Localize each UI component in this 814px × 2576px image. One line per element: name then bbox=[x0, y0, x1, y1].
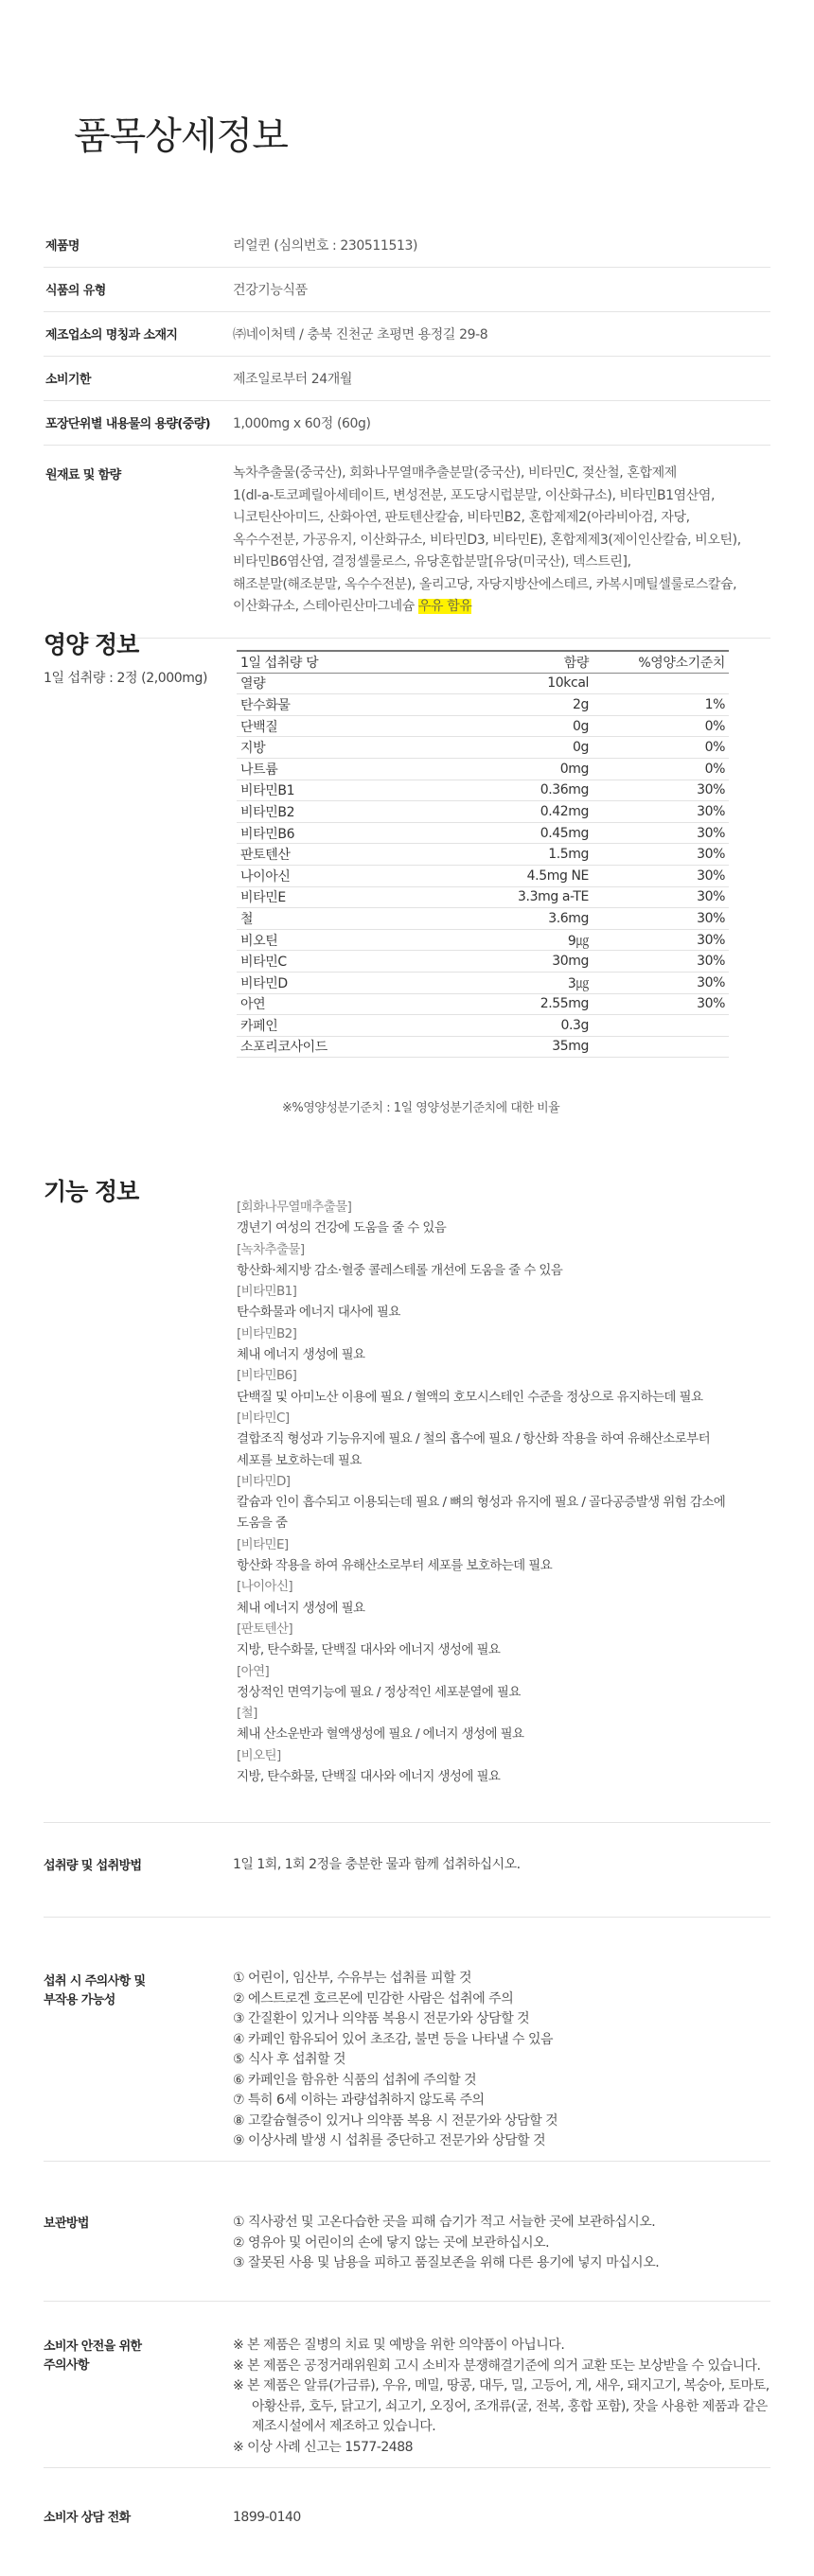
nutrient-percent: 30% bbox=[593, 993, 729, 1015]
basic-info-value: 제조일로부터 24개월 bbox=[233, 372, 353, 387]
ingredients-line-text: 이산화규소, 스테아린산마그네슘 bbox=[233, 599, 418, 614]
nutrient-amount: 0.36mg bbox=[405, 780, 593, 801]
nutrition-row bbox=[237, 929, 729, 951]
list-line: ③ 간질환이 있거나 의약품 복용시 전문가와 상담할 것 bbox=[233, 2011, 530, 2026]
list-line: 섭취 시 주의사항 및 bbox=[44, 1974, 146, 1989]
nutrition-row bbox=[237, 972, 729, 993]
nutrient-percent: 30% bbox=[593, 865, 729, 886]
nutrient-name: 비타민B6 bbox=[237, 822, 405, 844]
nutrient-amount: 0g bbox=[405, 715, 593, 737]
nutrient-amount: 0.42mg bbox=[405, 801, 593, 823]
nutrient-name: 비타민B2 bbox=[237, 801, 405, 823]
ingredients-row bbox=[44, 446, 770, 639]
nutrition-row bbox=[237, 780, 729, 801]
nutrient-amount: 1.5mg bbox=[405, 844, 593, 866]
allergen-highlight: 우유 함유 bbox=[417, 599, 472, 614]
list-line: ② 에스트로겐 호르몬에 민감한 사람은 섭취에 주의 bbox=[233, 1990, 514, 2006]
caution-list bbox=[233, 1969, 763, 2152]
nutrition-serving: 1일 섭취량 : 2정 (2,000mg) bbox=[44, 671, 208, 686]
function-description: 정상적인 면역기능에 필요 / 정상적인 세포분열에 필요 bbox=[237, 1684, 521, 1700]
nutrient-name: 나트륨 bbox=[237, 758, 405, 780]
storage-list bbox=[233, 2213, 763, 2274]
function-description: 체내 산소운반과 혈액생성에 필요 / 에너지 생성에 필요 bbox=[237, 1726, 524, 1743]
nutrient-name: 철 bbox=[237, 908, 405, 930]
basic-info-row bbox=[44, 312, 770, 357]
nutrient-amount: 0g bbox=[405, 737, 593, 759]
nutrient-percent bbox=[593, 1036, 729, 1058]
function-description: 단백질 및 아미노산 이용에 필요 / 혈액의 호모시스테인 수준을 정상으로 유지하는데 필요 bbox=[237, 1389, 703, 1405]
nutrient-percent: 30% bbox=[593, 929, 729, 951]
nutrient-amount: 35mg bbox=[405, 1036, 593, 1058]
function-description: 세포를 보호하는데 필요 bbox=[237, 1452, 362, 1468]
nutrient-percent: 1% bbox=[593, 694, 729, 716]
function-ingredient-name: [철] bbox=[237, 1706, 257, 1722]
nutrition-row bbox=[237, 694, 729, 716]
nutrition-table bbox=[237, 650, 729, 1058]
list-line: ⑤ 식사 후 섭취할 것 bbox=[233, 2052, 346, 2067]
nutrient-percent bbox=[593, 673, 729, 694]
nutrition-row bbox=[237, 844, 729, 866]
basic-info-row bbox=[44, 401, 770, 446]
nutrient-name: 비타민D bbox=[237, 972, 405, 993]
basic-info-row bbox=[44, 357, 770, 401]
function-description: 체내 에너지 생성에 필요 bbox=[237, 1600, 365, 1616]
nutrition-row bbox=[237, 865, 729, 886]
function-description: 항산화·체지방 감소·혈중 콜레스테롤 개선에 도움을 줄 수 있음 bbox=[237, 1262, 563, 1278]
nutrition-row bbox=[237, 886, 729, 908]
basic-info-value: 건강기능식품 bbox=[233, 283, 308, 298]
nutrition-row bbox=[237, 737, 729, 759]
nutrient-amount: 30mg bbox=[405, 951, 593, 973]
basic-info-value: ㈜네이처텍 / 충북 진천군 초평면 용정길 29-8 bbox=[233, 327, 488, 342]
function-description: 항산화 작용을 하여 유해산소로부터 세포를 보호하는데 필요 bbox=[237, 1558, 553, 1574]
safety-list bbox=[233, 2336, 770, 2458]
nutrient-amount: 0mg bbox=[405, 758, 593, 780]
nutrient-amount: 10kcal bbox=[405, 673, 593, 694]
list-line: ⑥ 카페인을 함유한 식품의 섭취에 주의할 것 bbox=[233, 2072, 477, 2088]
nutrient-name: 비오틴 bbox=[237, 929, 405, 951]
nutrition-row bbox=[237, 1036, 729, 1058]
safety-line: 제조시설에서 제조하고 있습니다. bbox=[252, 2419, 436, 2434]
function-description: 도움을 줌 bbox=[237, 1516, 288, 1532]
nutrient-percent: 30% bbox=[593, 780, 729, 801]
function-title: 기능 정보 bbox=[44, 1178, 139, 1205]
nutrient-percent: 30% bbox=[593, 908, 729, 930]
nutrient-percent: 30% bbox=[593, 801, 729, 823]
function-description: 지방, 탄수화물, 단백질 대사와 에너지 생성에 필요 bbox=[237, 1642, 501, 1658]
nutrient-percent: 0% bbox=[593, 715, 729, 737]
nutrient-amount: 3㎍ bbox=[405, 972, 593, 993]
nutrition-row bbox=[237, 673, 729, 694]
nutrition-row bbox=[237, 1015, 729, 1037]
basic-info-label: 소비기한 bbox=[45, 373, 91, 387]
nutrient-amount: 3.6mg bbox=[405, 908, 593, 930]
nutrition-header-amount: 함량 bbox=[405, 651, 593, 673]
function-ingredient-name: [비타민D] bbox=[237, 1473, 291, 1489]
safety-line: ※ 이상 사례 신고는 1577-2488 bbox=[233, 2439, 414, 2455]
basic-info-label: 식품의 유형 bbox=[45, 284, 106, 298]
basic-info-value: 1,000mg x 60정 (60g) bbox=[233, 416, 371, 431]
ingredients-line: 니코틴산아미드, 산화아연, 판토텐산칼슘, 비타민B2, 혼합제제2(아라비아검, 자당, bbox=[233, 510, 690, 525]
list-line: ⑧ 고칼슘혈증이 있거나 의약품 복용 시 전문가와 상담할 것 bbox=[233, 2112, 558, 2129]
basic-info-value: 리얼퀸 (심의번호 : 230511513) bbox=[233, 238, 418, 254]
intake-label: 섭취량 및 섭취방법 bbox=[44, 1859, 142, 1873]
nutrient-amount: 9㎍ bbox=[405, 929, 593, 951]
intake-value bbox=[233, 1855, 763, 1876]
nutrient-name: 지방 bbox=[237, 737, 405, 759]
ingredients-label: 원재료 및 함량 bbox=[45, 468, 121, 482]
nutrient-amount: 3.3mg a-TE bbox=[405, 886, 593, 908]
nutrition-row bbox=[237, 822, 729, 844]
function-description: 탄수화물과 에너지 대사에 필요 bbox=[237, 1305, 400, 1321]
nutrient-name: 비타민E bbox=[237, 886, 405, 908]
function-ingredient-name: [비타민B6] bbox=[237, 1368, 297, 1384]
nutrient-percent bbox=[593, 1015, 729, 1037]
function-ingredient-name: [아연] bbox=[237, 1663, 270, 1679]
nutrition-title: 영양 정보 bbox=[44, 631, 139, 658]
nutrition-header-row bbox=[237, 651, 729, 673]
nutrition-row bbox=[237, 801, 729, 823]
list-line: 부작용 가능성 bbox=[44, 1993, 115, 2007]
safety-line: ※ 본 제품은 공정거래위원회 고시 소비자 분쟁해결기준에 의거 교환 또는 보상받을 수 있습니다. bbox=[233, 2357, 761, 2374]
function-ingredient-name: [판토텐산] bbox=[237, 1621, 293, 1637]
list-line: ⑨ 이상사례 발생 시 섭취를 중단하고 전문가와 상담할 것 bbox=[233, 2133, 546, 2148]
list-line: ① 어린이, 임산부, 수유부는 섭취를 피할 것 bbox=[233, 1971, 472, 1986]
function-ingredient-name: [나이아신] bbox=[237, 1579, 293, 1595]
list-line: ① 직사광선 및 고온다습한 곳을 피해 습기가 적고 서늘한 곳에 보관하십시오. bbox=[233, 2215, 656, 2230]
caution-section bbox=[44, 1917, 770, 2162]
nutrient-name: 열량 bbox=[237, 673, 405, 694]
nutrient-amount: 2.55mg bbox=[405, 993, 593, 1015]
function-ingredient-name: [비타민C] bbox=[237, 1410, 290, 1426]
function-ingredient-name: [비타민E] bbox=[237, 1536, 289, 1552]
contact-section bbox=[44, 2467, 770, 2563]
storage-label: 보관방법 bbox=[44, 2217, 89, 2231]
nutrient-name: 나이아신 bbox=[237, 865, 405, 886]
function-ingredient-name: [비타민B1] bbox=[237, 1284, 297, 1300]
list-line: ③ 잘못된 사용 및 남용을 피하고 품질보존을 위해 다른 용기에 넣지 마십시오. bbox=[233, 2255, 660, 2270]
list-line: 소비자 안전을 위한 bbox=[44, 2339, 142, 2354]
nutrient-name: 카페인 bbox=[237, 1015, 405, 1037]
safety-line: 아황산류, 호두, 닭고기, 쇠고기, 오징어, 조개류(굴, 전복, 홍합 포함), 잣을 사용한 제품과 같은 bbox=[252, 2398, 768, 2414]
nutrient-name: 판토텐산 bbox=[237, 844, 405, 866]
basic-info-label: 제품명 bbox=[45, 239, 80, 254]
nutrient-percent: 30% bbox=[593, 886, 729, 908]
caution-label bbox=[44, 1972, 214, 2010]
contact-label: 소비자 상담 전화 bbox=[44, 2511, 131, 2525]
safety-section bbox=[44, 2301, 770, 2468]
basic-info-label: 포장단위별 내용물의 용량(중량) bbox=[45, 417, 210, 431]
nutrient-amount: 0.45mg bbox=[405, 822, 593, 844]
function-ingredient-name: [비타민B2] bbox=[237, 1325, 297, 1341]
function-info bbox=[237, 1197, 767, 1787]
ingredients-line: 옥수수전분, 가공유지, 이산화규소, 비타민D3, 비타민E), 혼합제제3(제이인산칼슘, 비오틴), bbox=[233, 532, 741, 548]
nutrition-row bbox=[237, 908, 729, 930]
page-title: 품목상세정보 bbox=[74, 114, 288, 158]
list-line: ⑦ 특히 6세 이하는 과량섭취하지 않도록 주의 bbox=[233, 2093, 485, 2108]
safety-line: ※ 본 제품은 질병의 치료 및 예방을 위한 의약품이 아닙니다. bbox=[233, 2338, 565, 2353]
nutrient-percent: 0% bbox=[593, 737, 729, 759]
contact-phone: 1899-0140 bbox=[233, 2510, 301, 2525]
function-description: 칼슘과 인이 흡수되고 이용되는데 필요 / 뼈의 형성과 유지에 필요 / 골다공증발생 위험 감소에 bbox=[237, 1495, 726, 1511]
ingredients-line bbox=[233, 596, 770, 619]
nutrition-note: ※%영양성분기준치 : 1일 영양성분기준치에 대한 비율 bbox=[282, 1101, 560, 1115]
basic-info-row bbox=[44, 268, 770, 312]
nutrition-row bbox=[237, 951, 729, 973]
nutrient-name: 비타민C bbox=[237, 951, 405, 973]
basic-info-table bbox=[44, 223, 770, 639]
ingredients-value bbox=[233, 446, 770, 638]
nutrient-amount: 4.5mg NE bbox=[405, 865, 593, 886]
nutrient-amount: 2g bbox=[405, 694, 593, 716]
nutrition-header-serving: 1일 섭취량 당 bbox=[237, 651, 405, 673]
nutrient-name: 아연 bbox=[237, 993, 405, 1015]
nutrient-percent: 30% bbox=[593, 972, 729, 993]
intake-section bbox=[44, 1822, 770, 1918]
storage-section bbox=[44, 2161, 770, 2302]
ingredients-line: 녹차추출물(중국산), 회화나무열매추출분말(중국산), 비타민C, 젖산철, 혼합제제 bbox=[233, 465, 677, 481]
function-description: 지방, 탄수화물, 단백질 대사와 에너지 생성에 필요 bbox=[237, 1769, 501, 1785]
safety-label bbox=[44, 2338, 214, 2375]
nutrition-header-percent: %영양소기준치 bbox=[593, 651, 729, 673]
function-description: 체내 에너지 생성에 필요 bbox=[237, 1347, 365, 1363]
function-description: 갱년기 여성의 건강에 도움을 줄 수 있음 bbox=[237, 1220, 447, 1236]
nutrient-name: 탄수화물 bbox=[237, 694, 405, 716]
nutrient-percent: 0% bbox=[593, 758, 729, 780]
nutrient-percent: 30% bbox=[593, 844, 729, 866]
list-line: ② 영유아 및 어린이의 손에 닿지 않는 곳에 보관하십시오. bbox=[233, 2234, 550, 2251]
list-line: 1일 1회, 1회 2정을 충분한 물과 함께 섭취하십시오. bbox=[233, 1857, 521, 1872]
ingredients-line: 해조분말(해조분말, 옥수수전분), 올리고당, 자당지방산에스테르, 카복시메틸셀룰로스칼슘, bbox=[233, 576, 737, 592]
nutrient-percent: 30% bbox=[593, 822, 729, 844]
nutrient-name: 소포리코사이드 bbox=[237, 1036, 405, 1058]
function-ingredient-name: [회화나무열매추출물] bbox=[237, 1200, 352, 1215]
safety-line: ※ 본 제품은 알류(가금류), 우유, 메밀, 땅콩, 대두, 밀, 고등어, 게, 새우, 돼지고기, 복숭아, 토마토, bbox=[233, 2378, 770, 2393]
ingredients-line: 1(dl-a-토코페릴아세테이트, 변성전분, 포도당시럽분말, 이산화규소), 비타민B1염산염, bbox=[233, 487, 716, 503]
list-line: 주의사항 bbox=[44, 2358, 89, 2373]
nutrient-name: 단백질 bbox=[237, 715, 405, 737]
basic-info-label: 제조업소의 명칭과 소재지 bbox=[45, 328, 178, 342]
nutrient-percent: 30% bbox=[593, 951, 729, 973]
list-line: ④ 카페인 함유되어 있어 초조감, 불면 등을 나타낼 수 있음 bbox=[233, 2031, 554, 2047]
nutrition-row bbox=[237, 758, 729, 780]
nutrient-name: 비타민B1 bbox=[237, 780, 405, 801]
nutrient-amount: 0.3g bbox=[405, 1015, 593, 1037]
ingredients-line: 비타민B6염산염, 결정셀룰로스, 유당혼합분말[유당(미국산), 덱스트린], bbox=[233, 554, 631, 570]
nutrition-row bbox=[237, 993, 729, 1015]
basic-info-row bbox=[44, 223, 770, 268]
nutrition-row bbox=[237, 715, 729, 737]
function-description: 결합조직 형성과 기능유지에 필요 / 철의 흡수에 필요 / 항산화 작용을 하여 유해산소로부터 bbox=[237, 1431, 711, 1447]
function-ingredient-name: [비오틴] bbox=[237, 1747, 281, 1763]
function-ingredient-name: [녹차추출물] bbox=[237, 1241, 305, 1257]
